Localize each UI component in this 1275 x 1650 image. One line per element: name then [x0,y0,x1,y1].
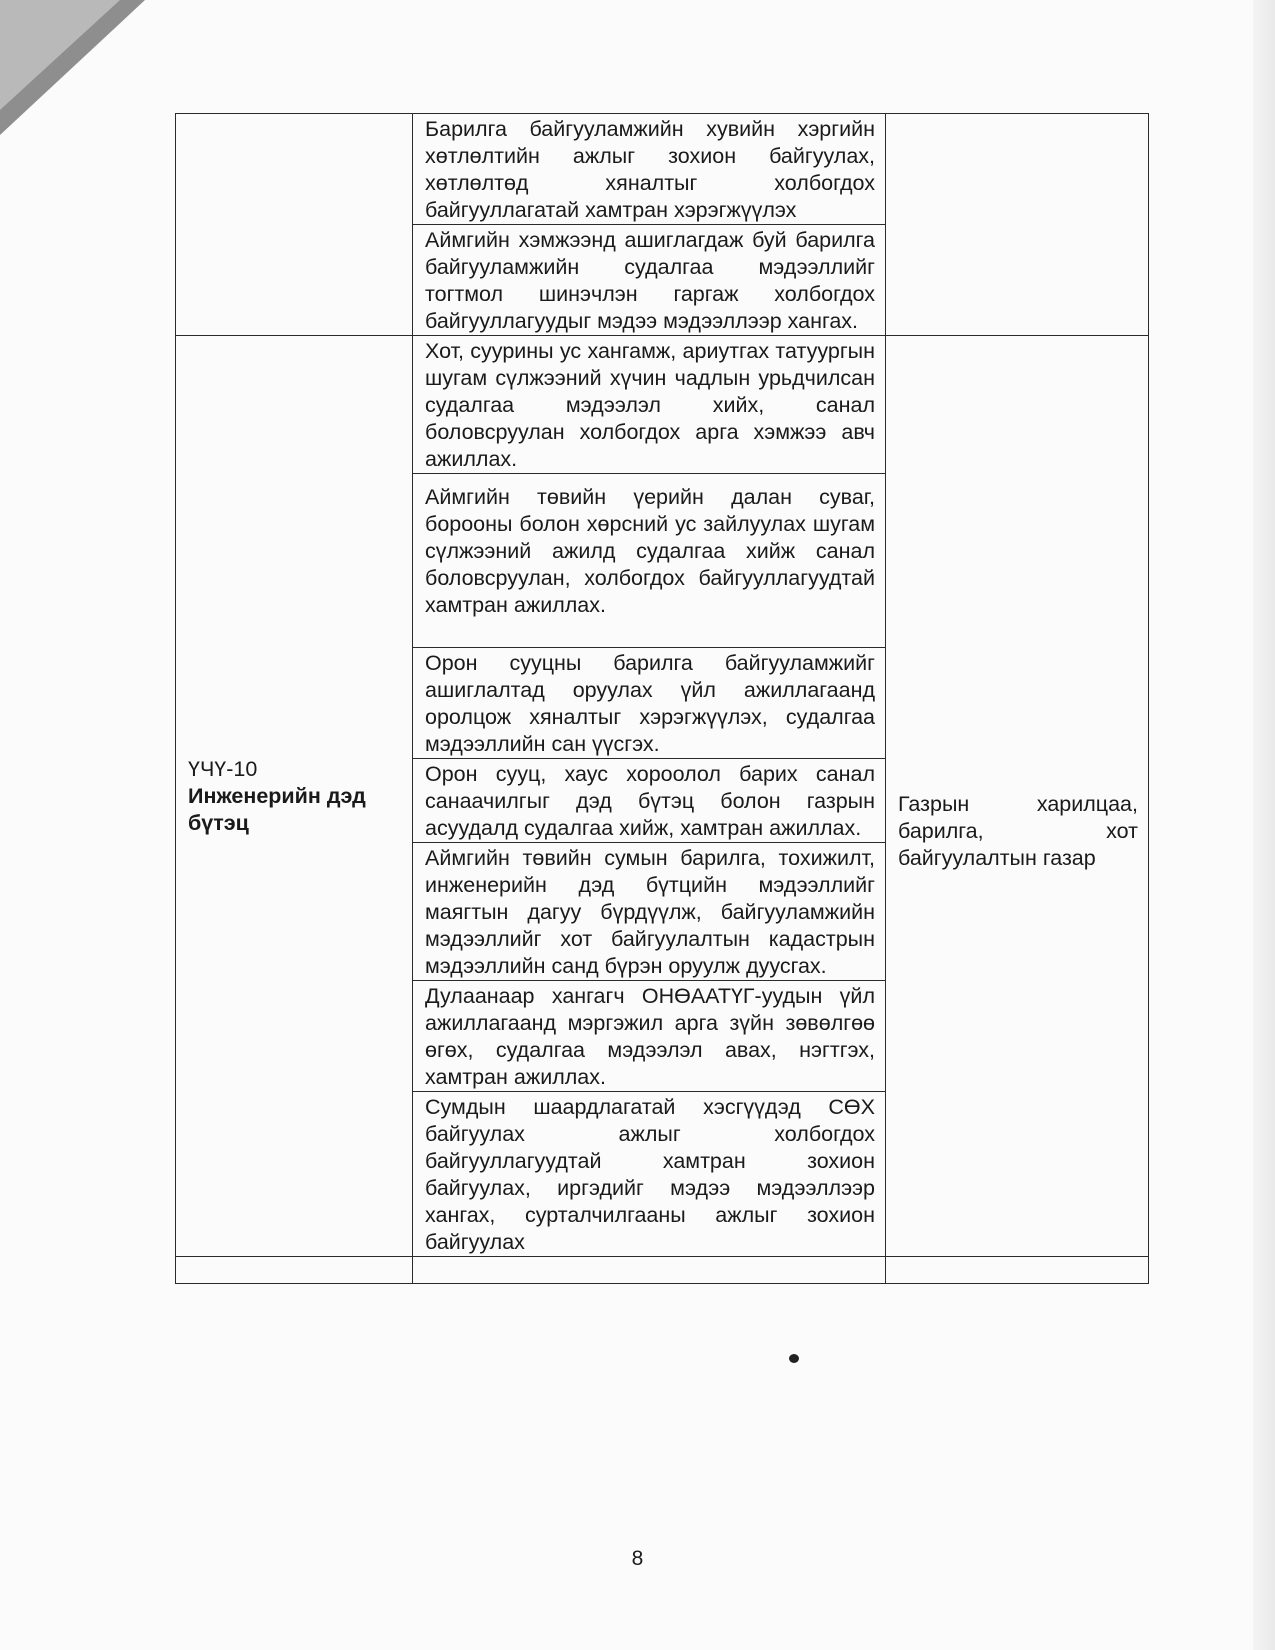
empty-cell [886,1257,1149,1284]
task-text: Дулаанаар хангагч ОНӨААТҮГ-уудын үйл ажиллагаанд мэргэжил арга зүйн зөвөлгөө өгөх, судалгаа мэдээлэл авах, нэгтгэх, хамтран ажиллах. [425,984,875,1089]
task-text: Барилга байгууламжийн хувийн хэргийн хөтлөлтийн ажлыг зохион байгуулах, хөтлөлтөд хяналтыг холбогдох байгууллагатай хамтран хэрэгжүүлэх [425,117,875,222]
task-cell [413,648,886,759]
organization-name: Газрын харилцаа, барилга, хот байгуулалтын газар [898,791,1138,870]
page-corner-fold [0,0,145,135]
task-text: Аймгийн хэмжээнд ашиглагдаж буй барилга байгууламжийн судалгаа мэдээллийг тогтмол шинэчлэн гаргаж холбогдох байгууллагуудыг мэдээ мэдээллээр хангах. [425,228,875,333]
task-cell [413,474,886,648]
task-cell [413,843,886,981]
responsibilities-table [175,113,1149,1284]
empty-cell [413,1257,886,1284]
task-cell [413,759,886,843]
task-cell [413,1092,886,1257]
table-row [176,114,1149,225]
task-cell [413,225,886,336]
organization-cell [886,336,1149,1257]
table-row [176,336,1149,474]
task-text: Орон сууцны барилга байгууламжийг ашиглалтад оруулах үйл ажиллагаанд оролцож хяналтыг хэрэгжүүлэх, судалгаа мэдээллийн сан үүсгэх. [425,651,875,756]
category-cell [176,336,413,1257]
task-text: Аймгийн төвийн үерийн далан суваг, борооны болон хөрсний ус зайлуулах шугам сүлжээний ажилд судалгаа хийж санал боловсруулан, холбогдох байгууллагуудтай хамтран ажиллах. [425,485,875,617]
category-cell-empty [176,114,413,336]
table-row-empty [176,1257,1149,1284]
category-code: ҮЧҮ-10 [188,756,258,781]
organization-cell-empty [886,114,1149,336]
scan-speck [789,1354,799,1363]
task-cell [413,981,886,1092]
task-text: Хот, суурины ус хангамж, ариутгах татуургын шугам сүлжээний хүчин чадлын урьдчилсан судалгаа мэдээлэл хийх, санал боловсруулан холбогдох арга хэмжээ авч ажиллах. [425,339,875,471]
empty-cell [176,1257,413,1284]
task-cell [413,114,886,225]
scan-edge-shadow [1253,0,1275,1650]
task-text: Аймгийн төвийн сумын барилга, тохижилт, инженерийн дэд бүтцийн мэдээллийг маягтын дагуу бүрдүүлж, байгууламжийн мэдээллийг хот байгуулалтын кадастрын мэдээллийн санд бүрэн оруулж дуусгах. [425,846,875,978]
page-number: 8 [631,1547,644,1570]
task-cell [413,336,886,474]
task-text: Сумдын шаардлагатай хэсгүүдэд СӨХ байгуулах ажлыг холбогдох байгууллагуудтай хамтран зохион байгуулах, иргэдийг мэдээ мэдээллээр хангах, сурталчилгааны ажлыг зохион байгуулах [425,1095,875,1254]
task-text: Орон сууц, хаус хороолол барих санал санаачилгыг дэд бүтэц болон газрын асуудалд судалгаа хийж, хамтран ажиллах. [425,762,875,840]
category-name: Инженерийн дэд бүтэц [188,783,366,835]
